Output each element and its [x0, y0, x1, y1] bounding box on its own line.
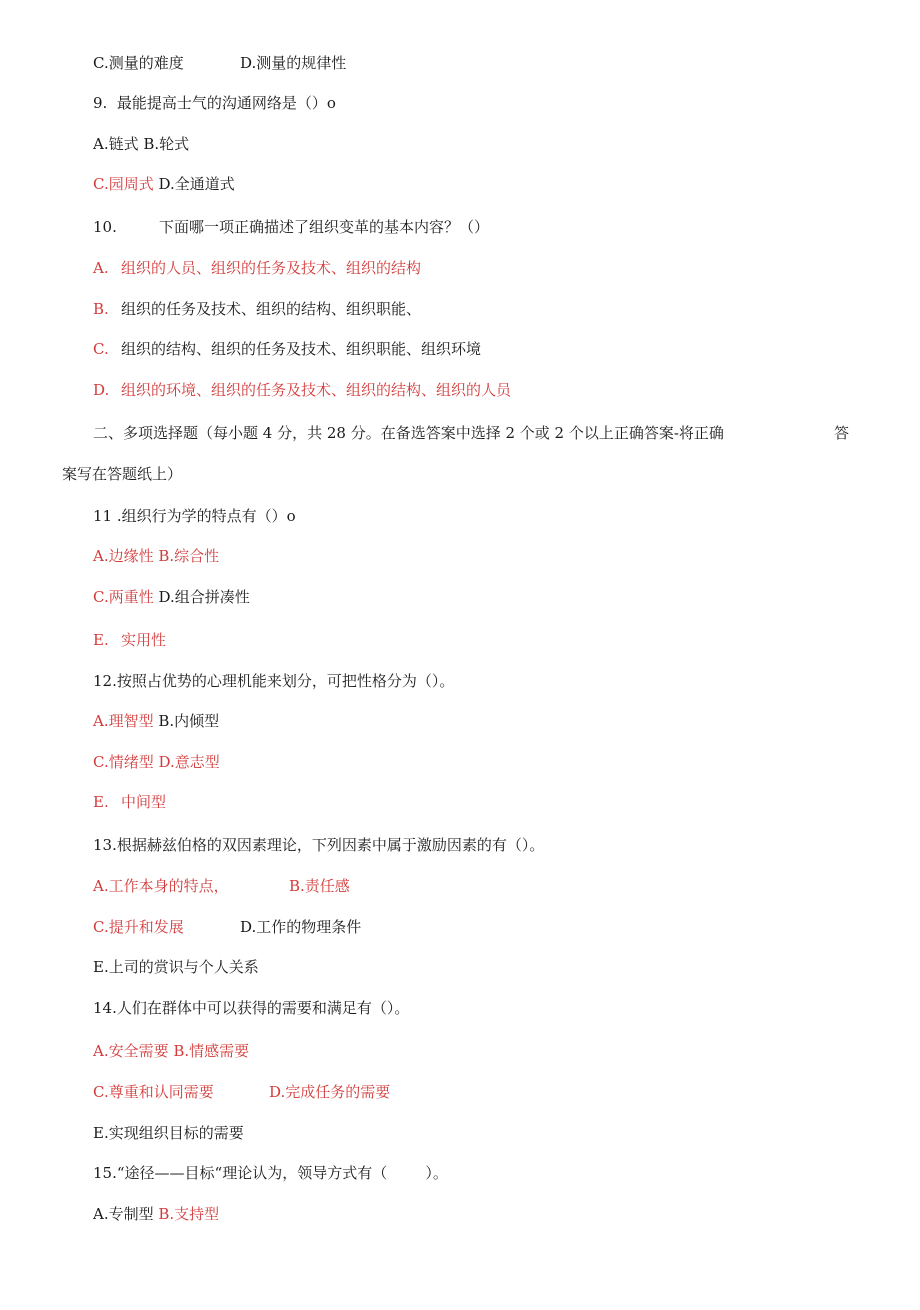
q9-options-cd [93, 174, 235, 194]
q11-option-e: 实用性 [121, 631, 167, 649]
q9-option-d: D.全通道式 [153, 175, 235, 193]
section2-heading-tail: 答 [834, 424, 850, 442]
q13-option-e: E.上司的赏识与个人关系 [93, 958, 259, 976]
q10-stem: 下面哪一项正确描述了组织变革的基本内容？（） [159, 218, 490, 236]
q13-stem: 13.根据赫兹伯格的双因素理论，下列因素中属于激励因素的有（）。 [93, 836, 545, 854]
q10-option-d: 组织的环境、组织的任务及技术、组织的结构、组织的人员 [121, 381, 512, 399]
q14-option-d: D.完成任务的需要 [269, 1083, 391, 1101]
q14-stem: 14.人们在群体中可以获得的需要和满足有（）。 [93, 999, 410, 1017]
q10-option-b: 组织的任务及技术、组织的结构、组织职能、 [121, 300, 422, 318]
q12-option-a: A.理智型 [93, 712, 154, 730]
q13-option-b: B.责任感 [289, 877, 350, 895]
q12-options-ab [93, 711, 219, 731]
q14-options-ab: A.安全需要 B.情感需要 [93, 1042, 250, 1060]
q13-option-c: C.提升和发展 [93, 918, 184, 936]
q15-options-ab [93, 1204, 219, 1224]
q9-options-ab: A.链式 B.轮式 [93, 135, 190, 153]
q11-stem: 11 .组织行为学的特点有（）o [93, 507, 296, 525]
q11-option-e-label: E. [93, 631, 109, 649]
q12-option-b: B.内倾型 [153, 712, 220, 730]
q10-option-a: 组织的人员、组织的任务及技术、组织的结构 [121, 259, 422, 277]
section2-heading: 二、多项选择题（每小题 4 分，共 28 分。在备选答案中选择 2 个或 2 个以上正确答案-将正确 [93, 424, 724, 442]
q12-option-e-label: E. [93, 793, 109, 811]
q10-number: 10. [93, 218, 117, 236]
q9-stem: 9. 最能提高士气的沟通网络是（）o [93, 94, 336, 112]
q8-option-d: D.测量的规律性 [240, 54, 347, 72]
q13-option-d: D.工作的物理条件 [240, 918, 362, 936]
q12-options-cd: C.情绪型 D.意志型 [93, 753, 220, 771]
q10-option-b-label: B. [93, 300, 109, 318]
q14-option-e: E.实现组织目标的需要 [93, 1124, 244, 1142]
q15-option-a: A.专制型 [93, 1205, 154, 1223]
q9-option-c: C.园周式 [93, 175, 154, 193]
q12-option-e: 中间型 [121, 793, 167, 811]
q11-options-cd [93, 587, 250, 607]
q12-stem: 12.按照占优势的心理机能来划分，可把性格分为（）。 [93, 672, 455, 690]
q11-options-ab: A.边缘性 B.综合性 [93, 547, 220, 565]
section2-heading-line2: 案写在答题纸上） [62, 465, 183, 483]
q13-option-a: A.工作本身的特点， [93, 877, 229, 895]
q11-option-d: D.组合拼凑性 [153, 588, 250, 606]
q11-option-c: C.两重性 [93, 588, 154, 606]
q15-option-b: B.支持型 [153, 1205, 220, 1223]
q15-stem: 15.“途径——目标“理论认为，领导方式有（ ）。 [93, 1164, 448, 1182]
q10-option-d-label: D. [93, 381, 110, 399]
q10-option-c-label: C. [93, 340, 109, 358]
q10-option-c: 组织的结构、组织的任务及技术、组织职能、组织环境 [121, 340, 482, 358]
q10-option-a-label: A. [93, 259, 109, 277]
q14-option-c: C.尊重和认同需要 [93, 1083, 214, 1101]
q8-option-c: C.测量的难度 [93, 54, 184, 72]
